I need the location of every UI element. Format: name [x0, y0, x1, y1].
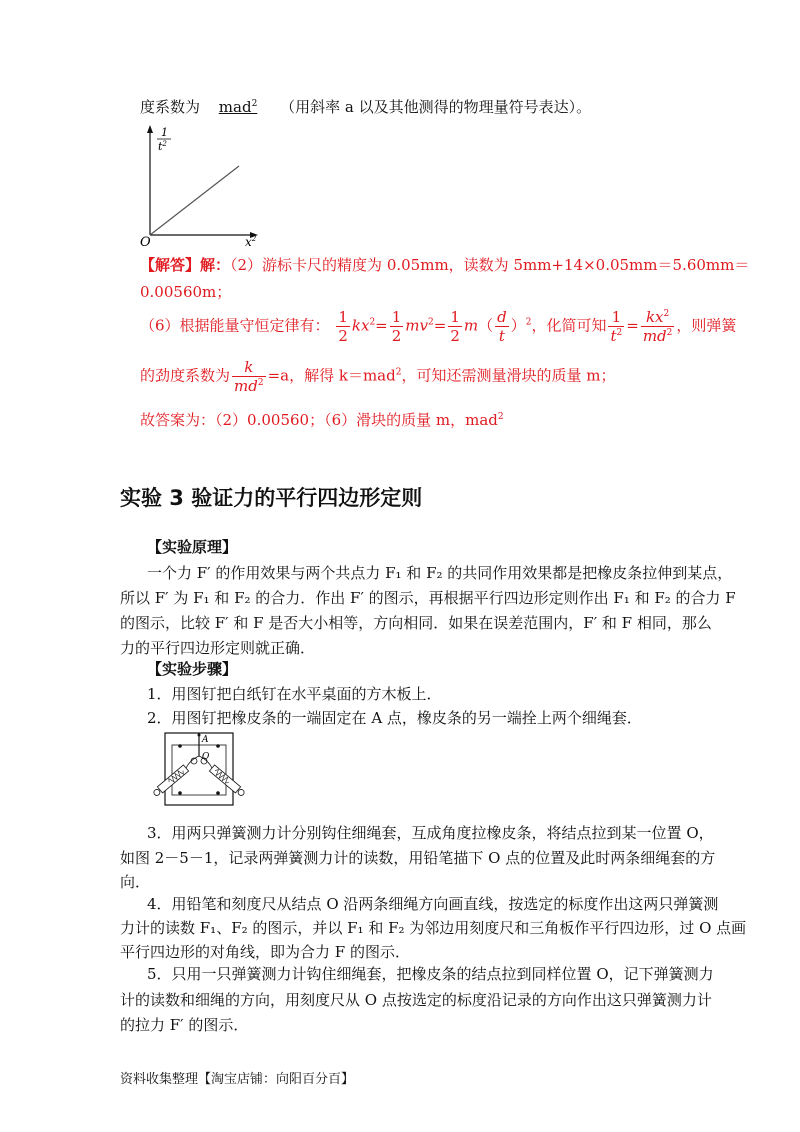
pin-icon: [178, 791, 182, 795]
solution-answer: 故答案为：（2）0.00560；（6）滑块的质量 m，mad$^2$: [140, 411, 504, 429]
frac-half-2: $\frac{1}{2}$: [391, 308, 402, 345]
solution-line-1: 【解答】解：（2）游标卡尺的精度为 0.05mm，读数为 5mm+14×0.05mm＝5.60mm＝: [140, 256, 750, 274]
solution-line-3: （6）根据能量守恒定律有： $\frac{1}{2}$ $kx^2=$ $\frac{1}{2}$ $mv^2=$ $\frac{1}{2}$ m（ $\frac{d}{t}$ ）$^2$，化简可知 $\frac{1}{t^2}$ = $\frac{kx^2}{md^2}$ ，则弹簧: [140, 308, 737, 345]
label-o: O: [202, 752, 210, 762]
graph-line: [150, 166, 239, 235]
step-4-line-2: 力计的读数 F₁、F₂ 的图示，并以 F₁ 和 F₂ 为邻边用刻度尺和三角板作平行四边形，过 O 点画: [120, 919, 747, 937]
step-1: 1．用图钉把白纸钉在水平桌面的方木板上．: [147, 685, 442, 703]
spring-scale-right: [209, 765, 246, 797]
solution-line-2: 0.00560m；: [140, 283, 232, 301]
y-label-den: $t^2$: [158, 140, 167, 153]
section-title: 实验 3 验证力的平行四边形定则: [120, 486, 423, 510]
principle-line-3: 的图示，比较 F′ 和 F 是否大小相等，方向相同．如果在误差范围内，F′ 和 F 相同，那么: [120, 614, 712, 632]
y-label-num: 1: [161, 126, 168, 139]
step-5-line-1: 5．只用一只弹簧测力计钩住细绳套，把橡皮条的结点拉到同样位置 O，记下弹簧测力: [147, 965, 714, 983]
frac-d-t: $\frac{d}{t}$: [497, 308, 507, 345]
origin-label: O: [140, 235, 151, 247]
kinetic-graph: [135, 122, 265, 247]
y-axis-arrow-icon: [147, 125, 153, 133]
frac-k-md2: $\frac{k}{md^2}$: [234, 358, 264, 395]
principle-line-2: 所以 F′ 为 F₁ 和 F₂ 的合力．作出 F′ 的图示，再根据平行四边形定则作出 F₁ 和 F₂ 的合力 F: [120, 589, 736, 607]
principle-line-4: 力的平行四边形定则就正确．: [120, 639, 316, 657]
frac-half-1: $\frac{1}{2}$: [338, 308, 348, 345]
principle-line-1: 一个力 F′ 的作用效果与两个共点力 F₁ 和 F₂ 的共同作用效果都是把橡皮条拉伸到某点，: [147, 564, 733, 582]
step-2: 2．用图钉把橡皮条的一端固定在 A 点，橡皮条的另一端拴上两个细绳套．: [147, 709, 642, 727]
step-3-line-3: 向．: [120, 873, 151, 891]
steps-heading: 【实验步骤】: [147, 660, 238, 678]
x-label: $x^2$: [245, 235, 257, 247]
experiment-figure: [150, 730, 250, 810]
step-5-line-2: 计的读数和细绳的方向，用刻度尺从 O 点按选定的标度沿记录的方向作出这只弹簧测力计: [120, 991, 712, 1009]
step-4-line-3: 平行四边形的对角线，即为合力 F 的图示．: [120, 943, 410, 961]
answer-line: 度系数为 mad$^2$ （用斜率 a 以及其他测得的物理量符号表达）。: [140, 98, 592, 116]
pin-icon: [178, 744, 182, 748]
step-3-line-1: 3．用两只弹簧测力计分别钩住细绳套，互成角度拉橡皮条，将结点拉到某一位置 O，: [147, 824, 714, 842]
pin-icon: [216, 791, 220, 795]
spring-scale-left: [152, 765, 189, 797]
frac-half-3: $\frac{1}{2}$: [450, 308, 460, 345]
frac-inv-t2: $\frac{1}{t^2}$: [610, 308, 623, 345]
answer-blank: mad$^2$: [218, 98, 258, 116]
pin-icon: [216, 744, 220, 748]
frac-kx2-md2: $\frac{kx^2}{md^2}$: [642, 308, 673, 345]
solution-line-4: 的劲度系数为 $\frac{k}{md^2}$ =a，解得 k＝mad$^2$，可知还需测量滑块的质量 m；: [140, 358, 616, 395]
step-3-line-2: 如图 2－5－1，记录两弹簧测力计的读数，用铅笔描下 O 点的位置及此时两条细绳套的方: [120, 849, 716, 867]
principle-heading: 【实验原理】: [147, 538, 238, 556]
page-footer: 资料收集整理【淘宝店铺：向阳百分百】: [120, 1072, 355, 1087]
step-5-line-3: 的拉力 F′ 的图示．: [120, 1016, 249, 1034]
step-4-line-1: 4．用铅笔和刻度尺从结点 O 沿两条细绳方向画直线，按选定的标度作出这两只弹簧测: [147, 895, 719, 913]
label-a: A: [202, 735, 209, 745]
pin-a-icon: [198, 734, 201, 737]
